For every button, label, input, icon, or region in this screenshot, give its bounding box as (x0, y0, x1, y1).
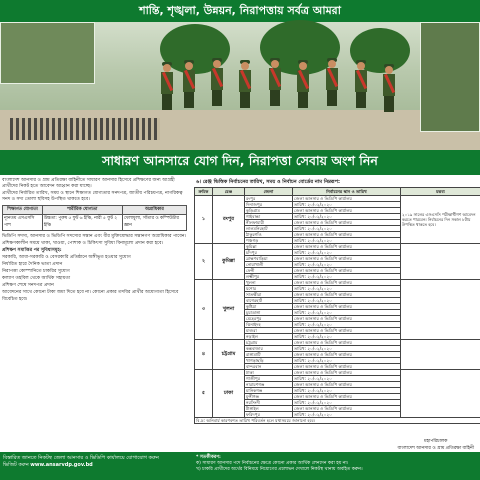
range-note (401, 370, 480, 418)
venue-date: তারিখ: ২০/০২/২০২০ (293, 400, 401, 406)
venue-date: তারিখ: ২০/০২/২০২০ (293, 250, 401, 256)
district-name: ঢাকা (245, 370, 293, 376)
schedule-footnote-row (195, 418, 480, 424)
venue-date: জেলা আনসার ও ভিডিপি কার্যালয় (293, 394, 401, 400)
marching-soldier (160, 64, 174, 110)
district-name: খাগড়াছড়ি (245, 358, 293, 364)
drill-photo-right (420, 22, 480, 132)
schedule-row (195, 244, 480, 250)
venue-date: তারিখ: ২০/০২/২০২০ (293, 226, 401, 232)
district-name: ঠাকুরগাঁও (245, 232, 293, 238)
venue-date: তারিখ: ২০/০২/২০২০ (293, 286, 401, 292)
eligibility-cell: উচ্চতা: পুরুষ ৫ ফুট ৬ ইঞ্চি, নারী ৫ ফুট ২ ইঞ্চি (42, 215, 122, 230)
tagline-bar (0, 0, 480, 22)
banner (0, 0, 480, 175)
schedule-header: নির্বাচনের স্থান ও তারিখ (293, 188, 401, 196)
benefit-item: নিরাপত্তা কোম্পানিতে চাকরির সুযোগ (2, 269, 70, 275)
district-name: কুড়িগ্রাম (245, 208, 293, 214)
district-name: নোয়াখালী (245, 262, 293, 268)
range-number: ৪ (195, 340, 213, 370)
venue-date: তারিখ: ২০/০২/২০২০ (293, 334, 401, 340)
range-name: রংপুর (213, 196, 245, 244)
benefit-item: প্রশিক্ষণ শেষে সনদপত্র প্রদান (2, 283, 54, 289)
venue-date: জেলা আনসার ও ভিডিপি কার্যালয় (293, 280, 401, 286)
district-name: রংপুর (245, 196, 293, 202)
eligibility-table (2, 205, 187, 230)
headline-bar (0, 150, 480, 175)
venue-date: জেলা আনসার ও ভিডিপি কার্যালয় (293, 370, 401, 376)
district-name: ফেনী (245, 268, 293, 274)
website-link[interactable]: www.ansarvdp.gov.bd (30, 462, 93, 468)
district-name: চুয়াডাঙ্গা (245, 310, 293, 316)
priority-text: ভিডিপি সদস্য, আনসার ও ভিডিপি সদস্যের সন্তান এবং বীর মুক্তিযোদ্ধার সন্তানগণ অগ্রাধিকার পাবেন। (2, 233, 187, 239)
district-name: কুমিল্লা (245, 244, 293, 250)
content (0, 178, 480, 480)
marching-soldier (296, 62, 310, 108)
district-name: যশোর (245, 286, 293, 292)
marching-soldier (238, 62, 252, 108)
range-note (401, 280, 480, 340)
venue-date: জেলা আনসার ও ভিডিপি কার্যালয় (293, 406, 401, 412)
venue-date: তারিখ: ২০/০২/২০২০ (293, 310, 401, 316)
district-name: ব্রাহ্মণবাড়িয়া (245, 256, 293, 262)
note-item: খ) চাকরি প্রার্থীদের অর্থের বিনিময়ে নিয়োগের প্রলোভন দেখালে নিকটস্থ থানায় অবহিত করুন। (196, 467, 363, 472)
venue-date: তারিখ: ২০/০২/২০২০ (293, 274, 401, 280)
marching-soldier (325, 60, 339, 106)
schedule-header: ক্রমিক (195, 188, 213, 196)
district-name: কুষ্টিয়া (245, 304, 293, 310)
schedule-row (195, 280, 480, 286)
district-name: মুন্সীগঞ্জ (245, 394, 293, 400)
website-label: ভিজিট করুন (3, 462, 29, 468)
signature-block (398, 438, 474, 452)
district-name: লক্ষ্মীপুর (245, 274, 293, 280)
venue-date: জেলা আনসার ও ভিডিপি কার্যালয় (293, 382, 401, 388)
range-name: কুমিল্লা (213, 244, 245, 280)
trainee-group (10, 118, 160, 140)
district-name: গাইবান্ধা (245, 214, 293, 220)
range-note: ২০১৯ সালের এসএসসি পরীক্ষার্থীগণ আবেদন করতে পারবেন। নির্বাচনের দিন সকাল ৮টায় উপস্থিত থাকতে হবে। (401, 196, 480, 244)
venue-date: জেলা আনসার ও ভিডিপি কার্যালয় (293, 208, 401, 214)
schedule-row (195, 370, 480, 376)
district-name: ফরিদপুর (245, 412, 293, 418)
district-name: নারায়ণগঞ্জ (245, 382, 293, 388)
district-name: টাঙ্গাইল (245, 406, 293, 412)
district-name: দিনাজপুর (245, 202, 293, 208)
district-name: নরসিংদী (245, 400, 293, 406)
district-name: নীলফামারী (245, 220, 293, 226)
marching-soldier (354, 62, 368, 108)
district-name: নড়াইল (245, 334, 293, 340)
fee-text: আবেদনের সাথে কোনো টাকা জমা দিতে হবে না। কোনো প্রকার তদবির প্রার্থীর অযোগ্যতা হিসেবে বিবেচিত হবে। (2, 290, 179, 302)
venue-date: তারিখ: ২০/০২/২০২০ (293, 358, 401, 364)
benefits-title: প্রশিক্ষণ সমাপ্তির পর সুবিধাসমূহ: (2, 247, 62, 253)
district-name: চাঁদপুর (245, 250, 293, 256)
benefit-item: নির্ধারিত হারে দৈনিক ভাতা প্রদান (2, 262, 63, 268)
schedule-header: রেঞ্জ (213, 188, 245, 196)
district-name: গাজীপুর (245, 376, 293, 382)
venue-date: তারিখ: ২০/০২/২০২০ (293, 346, 401, 352)
marching-soldier (382, 66, 396, 112)
district-name: খুলনা (245, 280, 293, 286)
intro-text: বাংলাদেশ আনসার ও গ্রাম প্রতিরক্ষা বাহিনীতে সাধারণ আনসার হিসেবে প্রশিক্ষণের জন্য আগ্রহী প্রার্থীদের নিকট হতে আবেদন আহ্বান করা যাচ্ছে। (2, 178, 175, 190)
venue-date: জেলা আনসার ও ভিডিপি কার্যালয় (293, 304, 401, 310)
benefit-item: সরকারি, আধা-সরকারি ও বেসরকারি প্রতিষ্ঠানে অঙ্গীভূত হওয়ার সুযোগ (2, 254, 131, 260)
range-number: ১ (195, 196, 213, 244)
marching-soldier (210, 60, 224, 106)
district-name: বাগেরহাট (245, 298, 293, 304)
venue-date: তারিখ: ২০/০২/২০২০ (293, 298, 401, 304)
footer (0, 452, 480, 480)
schedule-header: জেলা (245, 188, 293, 196)
contact-text: বিস্তারিত জানতে নিকটস্থ জেলা আনসার ও ভিডিপি কার্যালয়ে যোগাযোগ করুন (3, 455, 159, 461)
district-name: ঝিনাইদহ (245, 322, 293, 328)
range-number: ২ (195, 244, 213, 280)
venue-date: তারিখ: ২০/০২/২০২০ (293, 376, 401, 382)
eligibility-cell: খেলাধুলা, সাঁতার ও কম্পিউটার জ্ঞান (122, 215, 186, 230)
tagline: শান্তি, শৃঙ্খলা, উন্নয়ন, নিরাপত্তায় সর্বত্র আমরা (139, 3, 341, 17)
venue-date: জেলা আনসার ও ভিডিপি কার্যালয় (293, 328, 401, 334)
venue-date: জেলা আনসার ও ভিডিপি কার্যালয় (293, 232, 401, 238)
eligibility-cell: ন্যূনতম এসএসসি পাশ (3, 215, 43, 230)
venue-date: জেলা আনসার ও ভিডিপি কার্যালয় (293, 340, 401, 346)
district-name: সাতক্ষীরা (245, 292, 293, 298)
eligibility-header: শারীরিক যোগ্যতা (42, 206, 122, 215)
range-name: চট্টগ্রাম (213, 340, 245, 370)
note-item: ক) সাধারণ আনসার পদে নির্বাচনের ক্ষেত্রে কোনো প্রকার আর্থিক লেনদেন করা হয় না। (196, 461, 349, 466)
schedule-table (194, 187, 480, 424)
district-name: মাগুরা (245, 328, 293, 334)
venue-date: তারিখ: ২০/০২/২০২০ (293, 412, 401, 418)
venue-date: জেলা আনসার ও ভিডিপি কার্যালয় (293, 196, 401, 202)
schedule-footnote: বি.দ্র: অনিবার্য কারণবশত তারিখ পরিবর্তন হলে যথাসময়ে জানানো হবে। (195, 418, 480, 424)
venue-date: জেলা আনসার ও ভিডিপি কার্যালয় (293, 292, 401, 298)
marching-soldier (268, 60, 282, 106)
venue-date: জেলা আনসার ও ভিডিপি কার্যালয় (293, 256, 401, 262)
district-name: মানিকগঞ্জ (245, 388, 293, 394)
footer-contact (3, 455, 193, 469)
schedule-title: ৬। রেঞ্জ ভিত্তিক নির্বাচনের তারিখ, সময় ও নির্বাচন বোর্ডের নাম নিম্নরূপ: (196, 179, 340, 185)
footer-notes (196, 455, 478, 473)
venue-date: জেলা আনসার ও ভিডিপি কার্যালয় (293, 220, 401, 226)
range-note (401, 244, 480, 280)
drill-photo-left (0, 22, 95, 84)
venue-date: তারিখ: ২০/০২/২০২০ (293, 214, 401, 220)
district-name: কক্সবাজার (245, 346, 293, 352)
venue-date: জেলা আনসার ও ভিডিপি কার্যালয় (293, 244, 401, 250)
signature-title: মহাপরিচালক (424, 439, 448, 444)
venue-date: জেলা আনসার ও ভিডিপি কার্যালয় (293, 268, 401, 274)
documents-text: প্রার্থীদের নির্ধারিত তারিখ, সময় ও স্থানে শিক্ষাগত যোগ্যতার সনদপত্র, জাতীয় পরিচয়পত্র, নাগরিকত্ব সনদ ও সদ্য তোলা ছবিসহ উপস্থিত থাকতে হবে। (2, 191, 183, 203)
signature-org: বাংলাদেশ আনসার ও গ্রাম প্রতিরক্ষা বাহিনী (397, 446, 474, 451)
headline: সাধারণ আনসারে যোগ দিন, নিরাপত্তা সেবায় অংশ নিন (102, 153, 378, 168)
district-name: চট্টগ্রাম (245, 340, 293, 346)
district-name: মেহেরপুর (245, 316, 293, 322)
venue-date: জেলা আনসার ও ভিডিপি কার্যালয় (293, 316, 401, 322)
venue-date: তারিখ: ২০/০২/২০২০ (293, 262, 401, 268)
district-name: লালমনিরহাট (245, 226, 293, 232)
schedule-row (195, 340, 480, 346)
venue-date: তারিখ: ২০/০২/২০২০ (293, 388, 401, 394)
range-number: ৫ (195, 370, 213, 418)
facilities-text: প্রশিক্ষণকালীন সময়ে থাকা, খাওয়া, পোশাক ও চিকিৎসা সুবিধা বিনামূল্যে প্রদান করা হবে। (2, 240, 164, 246)
district-name: বান্দরবান (245, 364, 293, 370)
district-name: পঞ্চগড় (245, 238, 293, 244)
venue-date: তারিখ: ২০/০২/২০২০ (293, 202, 401, 208)
requirements-column (0, 178, 192, 480)
schedule-column (194, 178, 480, 480)
eligibility-header: অগ্রাধিকার (122, 206, 186, 215)
venue-date: জেলা আনসার ও ভিডিপি কার্যালয় (293, 352, 401, 358)
range-name: খুলনা (213, 280, 245, 340)
range-number: ৩ (195, 280, 213, 340)
venue-date: তারিখ: ২০/০২/২০২০ (293, 238, 401, 244)
marching-soldier (182, 62, 196, 108)
district-name: রাঙ্গামাটি (245, 352, 293, 358)
benefit-item: কল্যাণ তহবিল থেকে আর্থিক সহায়তা (2, 276, 71, 282)
venue-date: তারিখ: ২০/০২/২০২০ (293, 322, 401, 328)
notes-title: * সতর্কীকরণ: (196, 455, 221, 460)
range-note (401, 340, 480, 370)
schedule-row (195, 196, 480, 202)
schedule-header: মন্তব্য (401, 188, 480, 196)
venue-date: জেলা আনসার ও ভিডিপি কার্যালয় (293, 364, 401, 370)
range-name: ঢাকা (213, 370, 245, 418)
eligibility-header: শিক্ষাগত যোগ্যতা (3, 206, 43, 215)
